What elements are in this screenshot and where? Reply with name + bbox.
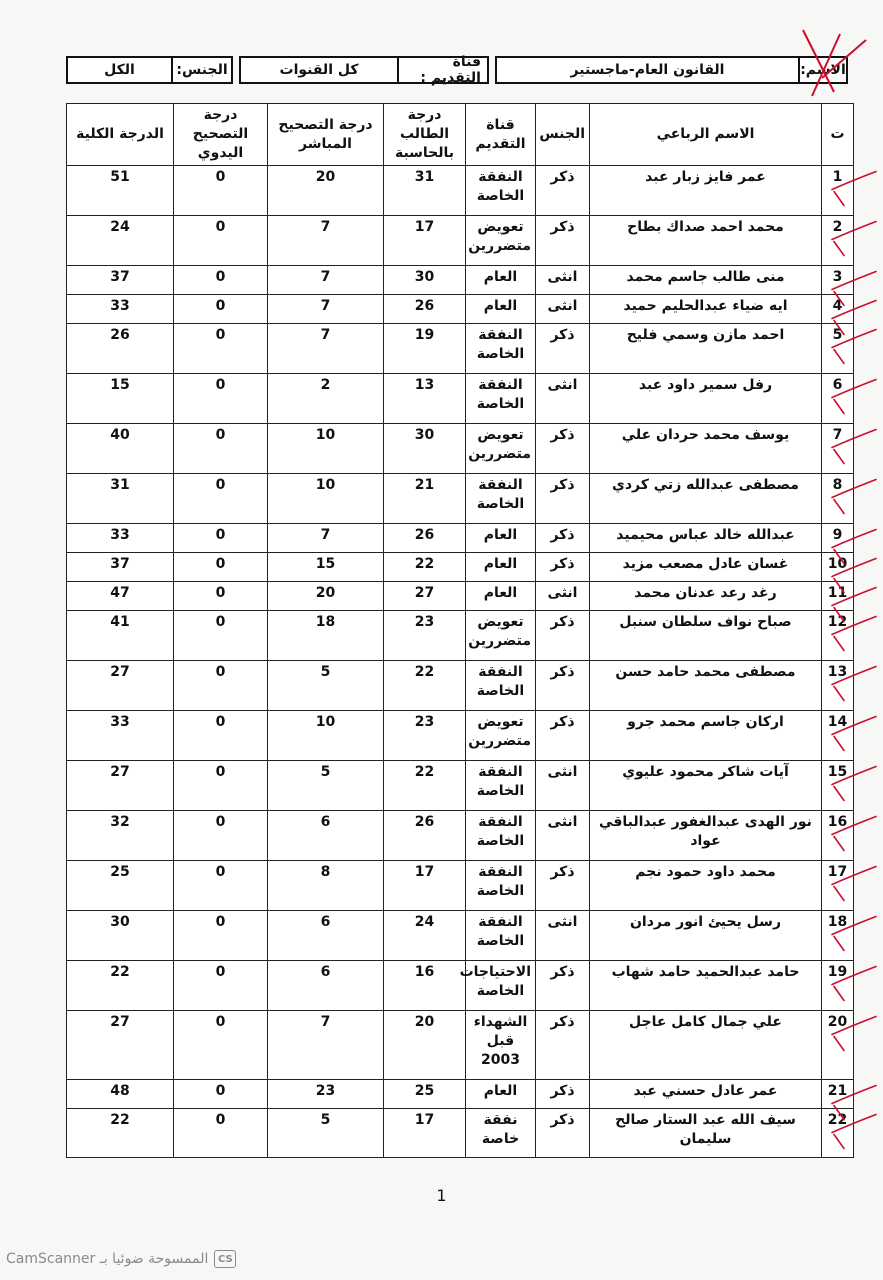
row-index: 13 <box>822 661 854 711</box>
channel-cell: النفقة الخاصة <box>466 474 536 524</box>
manual-correction-cell: 0 <box>174 474 268 524</box>
gender-cell: ذكر <box>536 474 590 524</box>
student-name: رغد رعد عدنان محمد <box>590 582 822 611</box>
channel-label: قناة التقديم : <box>397 58 487 82</box>
manual-correction-cell: 0 <box>174 761 268 811</box>
row-index: 22 <box>822 1109 854 1158</box>
computer-grade-cell: 17 <box>384 861 466 911</box>
row-index: 1 <box>822 166 854 216</box>
student-name: عمر فايز زبار عبد <box>590 166 822 216</box>
student-name: نور الهدى عبدالغفور عبدالباقي عواد <box>590 811 822 861</box>
table-row <box>67 324 854 374</box>
table-body <box>67 166 854 1158</box>
gender-cell: ذكر <box>536 524 590 553</box>
channel-cell: العام <box>466 1080 536 1109</box>
gender-cell: ذكر <box>536 424 590 474</box>
direct-correction-cell: 7 <box>268 324 384 374</box>
camscanner-logo-icon: CS <box>214 1250 236 1268</box>
direct-correction-cell: 6 <box>268 961 384 1011</box>
computer-grade-cell: 20 <box>384 1011 466 1080</box>
total-grade-cell: 15 <box>67 374 174 424</box>
table-row <box>67 1011 854 1080</box>
student-name: منى طالب جاسم محمد <box>590 266 822 295</box>
table-row <box>67 582 854 611</box>
total-grade-cell: 32 <box>67 811 174 861</box>
table-row <box>67 266 854 295</box>
table-row <box>67 1080 854 1109</box>
col-header-manual-correction: درجة التصحيح اليدوي <box>174 104 268 166</box>
row-index: 5 <box>822 324 854 374</box>
computer-grade-cell: 22 <box>384 553 466 582</box>
table-header-row <box>67 104 854 166</box>
col-header-computer-grade: درجة الطالب بالحاسبة <box>384 104 466 166</box>
name-filter-box <box>495 56 848 84</box>
computer-grade-cell: 30 <box>384 424 466 474</box>
manual-correction-cell: 0 <box>174 611 268 661</box>
table-row <box>67 295 854 324</box>
gender-cell: انثى <box>536 582 590 611</box>
student-name: مصطفى محمد حامد حسن <box>590 661 822 711</box>
col-header-idx: ت <box>822 104 854 166</box>
row-index: 11 <box>822 582 854 611</box>
table-row <box>67 553 854 582</box>
row-index: 20 <box>822 1011 854 1080</box>
channel-cell: النفقة الخاصة <box>466 324 536 374</box>
table-row <box>67 611 854 661</box>
student-name: يوسف محمد حردان علي <box>590 424 822 474</box>
student-name: صباح نواف سلطان سنبل <box>590 611 822 661</box>
gender-cell: ذكر <box>536 553 590 582</box>
total-grade-cell: 33 <box>67 295 174 324</box>
student-name: احمد مازن وسمي فليح <box>590 324 822 374</box>
row-index: 15 <box>822 761 854 811</box>
gender-cell: انثى <box>536 374 590 424</box>
channel-cell: النفقة الخاصة <box>466 661 536 711</box>
table-row <box>67 474 854 524</box>
row-index: 6 <box>822 374 854 424</box>
name-label: الاسم: <box>798 58 846 82</box>
total-grade-cell: 48 <box>67 1080 174 1109</box>
direct-correction-cell: 23 <box>268 1080 384 1109</box>
row-index: 2 <box>822 216 854 266</box>
row-index: 17 <box>822 861 854 911</box>
row-index: 19 <box>822 961 854 1011</box>
total-grade-cell: 22 <box>67 961 174 1011</box>
row-index: 18 <box>822 911 854 961</box>
manual-correction-cell: 0 <box>174 861 268 911</box>
total-grade-cell: 51 <box>67 166 174 216</box>
computer-grade-cell: 26 <box>384 524 466 553</box>
manual-correction-cell: 0 <box>174 424 268 474</box>
total-grade-cell: 24 <box>67 216 174 266</box>
col-header-name: الاسم الرباعي <box>590 104 822 166</box>
computer-grade-cell: 22 <box>384 761 466 811</box>
table-row <box>67 961 854 1011</box>
manual-correction-cell: 0 <box>174 166 268 216</box>
direct-correction-cell: 6 <box>268 911 384 961</box>
direct-correction-cell: 5 <box>268 661 384 711</box>
col-header-channel: قناة التقديم <box>466 104 536 166</box>
total-grade-cell: 40 <box>67 424 174 474</box>
direct-correction-cell: 15 <box>268 553 384 582</box>
gender-cell: انثى <box>536 295 590 324</box>
manual-correction-cell: 0 <box>174 1109 268 1158</box>
computer-grade-cell: 22 <box>384 661 466 711</box>
total-grade-cell: 37 <box>67 266 174 295</box>
channel-cell: نفقة خاصة <box>466 1109 536 1158</box>
row-index: 7 <box>822 424 854 474</box>
computer-grade-cell: 27 <box>384 582 466 611</box>
gender-cell: انثى <box>536 266 590 295</box>
manual-correction-cell: 0 <box>174 324 268 374</box>
direct-correction-cell: 10 <box>268 474 384 524</box>
computer-grade-cell: 16 <box>384 961 466 1011</box>
channel-filter-box <box>239 56 489 84</box>
department-value: القانون العام-ماجستير <box>570 62 725 78</box>
row-index: 9 <box>822 524 854 553</box>
total-grade-cell: 25 <box>67 861 174 911</box>
total-grade-cell: 33 <box>67 524 174 553</box>
col-header-total: الدرجة الكلية <box>67 104 174 166</box>
table-row <box>67 166 854 216</box>
table-row <box>67 424 854 474</box>
gender-cell: ذكر <box>536 711 590 761</box>
channel-cell: تعويض متضررين <box>466 611 536 661</box>
manual-correction-cell: 0 <box>174 711 268 761</box>
channel-cell: تعويض متضررين <box>466 711 536 761</box>
channel-cell: النفقة الخاصة <box>466 811 536 861</box>
direct-correction-cell: 5 <box>268 1109 384 1158</box>
direct-correction-cell: 7 <box>268 216 384 266</box>
manual-correction-cell: 0 <box>174 553 268 582</box>
gender-label: الجنس: <box>171 58 231 82</box>
student-name: علي جمال كامل عاجل <box>590 1011 822 1080</box>
student-name: عبدالله خالد عباس محيميد <box>590 524 822 553</box>
direct-correction-cell: 6 <box>268 811 384 861</box>
channel-cell: النفقة الخاصة <box>466 861 536 911</box>
manual-correction-cell: 0 <box>174 1080 268 1109</box>
direct-correction-cell: 10 <box>268 424 384 474</box>
computer-grade-cell: 26 <box>384 295 466 324</box>
total-grade-cell: 47 <box>67 582 174 611</box>
total-grade-cell: 41 <box>67 611 174 661</box>
channel-cell: العام <box>466 266 536 295</box>
table-row <box>67 711 854 761</box>
gender-cell: ذكر <box>536 1080 590 1109</box>
computer-grade-cell: 19 <box>384 324 466 374</box>
direct-correction-cell: 7 <box>268 295 384 324</box>
col-header-gender: الجنس <box>536 104 590 166</box>
student-name: سيف الله عبد الستار صالح سليمان <box>590 1109 822 1158</box>
channel-cell: العام <box>466 582 536 611</box>
computer-grade-cell: 26 <box>384 811 466 861</box>
row-index: 16 <box>822 811 854 861</box>
row-index: 10 <box>822 553 854 582</box>
table-row <box>67 761 854 811</box>
manual-correction-cell: 0 <box>174 961 268 1011</box>
manual-correction-cell: 0 <box>174 811 268 861</box>
manual-correction-cell: 0 <box>174 582 268 611</box>
direct-correction-cell: 5 <box>268 761 384 811</box>
gender-cell: انثى <box>536 761 590 811</box>
direct-correction-cell: 18 <box>268 611 384 661</box>
total-grade-cell: 37 <box>67 553 174 582</box>
direct-correction-cell: 8 <box>268 861 384 911</box>
computer-grade-cell: 24 <box>384 911 466 961</box>
row-index: 3 <box>822 266 854 295</box>
student-name: محمد داود حمود نجم <box>590 861 822 911</box>
watermark-text: الممسوحة ضوئيا بـ CamScanner <box>6 1251 209 1267</box>
computer-grade-cell: 23 <box>384 711 466 761</box>
manual-correction-cell: 0 <box>174 216 268 266</box>
direct-correction-cell: 7 <box>268 1011 384 1080</box>
gender-cell: ذكر <box>536 216 590 266</box>
direct-correction-cell: 7 <box>268 524 384 553</box>
student-name: حامد عبدالحميد حامد شهاب <box>590 961 822 1011</box>
total-grade-cell: 27 <box>67 661 174 711</box>
table-row <box>67 661 854 711</box>
channel-value: كل القنوات <box>279 62 359 78</box>
computer-grade-cell: 30 <box>384 266 466 295</box>
direct-correction-cell: 20 <box>268 582 384 611</box>
gender-cell: ذكر <box>536 661 590 711</box>
table-row <box>67 524 854 553</box>
table-row <box>67 811 854 861</box>
row-index: 4 <box>822 295 854 324</box>
channel-cell: الشهداء قبل 2003 <box>466 1011 536 1080</box>
direct-correction-cell: 2 <box>268 374 384 424</box>
total-grade-cell: 27 <box>67 761 174 811</box>
gender-cell: ذكر <box>536 1109 590 1158</box>
student-name: غسان عادل مصعب مزيد <box>590 553 822 582</box>
row-index: 21 <box>822 1080 854 1109</box>
manual-correction-cell: 0 <box>174 524 268 553</box>
channel-cell: تعويض متضررين <box>466 424 536 474</box>
row-index: 8 <box>822 474 854 524</box>
direct-correction-cell: 7 <box>268 266 384 295</box>
channel-cell: العام <box>466 524 536 553</box>
channel-cell: النفقة الخاصة <box>466 374 536 424</box>
manual-correction-cell: 0 <box>174 661 268 711</box>
student-name: رسل يحيئ انور مردان <box>590 911 822 961</box>
computer-grade-cell: 31 <box>384 166 466 216</box>
channel-cell: النفقة الخاصة <box>466 761 536 811</box>
total-grade-cell: 30 <box>67 911 174 961</box>
manual-correction-cell: 0 <box>174 374 268 424</box>
gender-cell: ذكر <box>536 324 590 374</box>
manual-correction-cell: 0 <box>174 295 268 324</box>
student-name: آيات شاكر محمود عليوي <box>590 761 822 811</box>
table-row <box>67 216 854 266</box>
channel-cell: العام <box>466 295 536 324</box>
student-name: اركان جاسم محمد جرو <box>590 711 822 761</box>
channel-cell: العام <box>466 553 536 582</box>
manual-correction-cell: 0 <box>174 911 268 961</box>
channel-cell: النفقة الخاصة <box>466 911 536 961</box>
manual-correction-cell: 0 <box>174 1011 268 1080</box>
channel-cell: تعويض متضررين <box>466 216 536 266</box>
computer-grade-cell: 25 <box>384 1080 466 1109</box>
student-name: رفل سمير داود عبد <box>590 374 822 424</box>
gender-filter-box <box>66 56 233 84</box>
col-header-direct-correction: درجة التصحيح المباشر <box>268 104 384 166</box>
computer-grade-cell: 17 <box>384 216 466 266</box>
gender-cell: ذكر <box>536 961 590 1011</box>
gender-cell: ذكر <box>536 166 590 216</box>
direct-correction-cell: 10 <box>268 711 384 761</box>
channel-cell: الاحتياجات الخاصة <box>466 961 536 1011</box>
student-name: مصطفى عبدالله زتي كردي <box>590 474 822 524</box>
manual-correction-cell: 0 <box>174 266 268 295</box>
channel-cell: النفقة الخاصة <box>466 166 536 216</box>
gender-cell: ذكر <box>536 861 590 911</box>
student-name: محمد احمد صداك بطاح <box>590 216 822 266</box>
total-grade-cell: 27 <box>67 1011 174 1080</box>
gender-cell: ذكر <box>536 611 590 661</box>
page-number: 1 <box>436 1186 447 1205</box>
total-grade-cell: 26 <box>67 324 174 374</box>
gender-cell: ذكر <box>536 1011 590 1080</box>
computer-grade-cell: 21 <box>384 474 466 524</box>
computer-grade-cell: 13 <box>384 374 466 424</box>
row-index: 12 <box>822 611 854 661</box>
grades-table <box>66 103 854 1158</box>
computer-grade-cell: 23 <box>384 611 466 661</box>
row-index: 14 <box>822 711 854 761</box>
computer-grade-cell: 17 <box>384 1109 466 1158</box>
direct-correction-cell: 20 <box>268 166 384 216</box>
total-grade-cell: 31 <box>67 474 174 524</box>
student-name: عمر عادل حسني عبد <box>590 1080 822 1109</box>
gender-cell: انثى <box>536 811 590 861</box>
student-name: ايه ضياء عبدالحليم حميد <box>590 295 822 324</box>
total-grade-cell: 22 <box>67 1109 174 1158</box>
table-row <box>67 1109 854 1158</box>
total-grade-cell: 33 <box>67 711 174 761</box>
gender-value: الكل <box>104 62 135 78</box>
table-row <box>67 374 854 424</box>
camscanner-watermark <box>6 1250 236 1268</box>
table-row <box>67 861 854 911</box>
gender-cell: انثى <box>536 911 590 961</box>
table-row <box>67 911 854 961</box>
